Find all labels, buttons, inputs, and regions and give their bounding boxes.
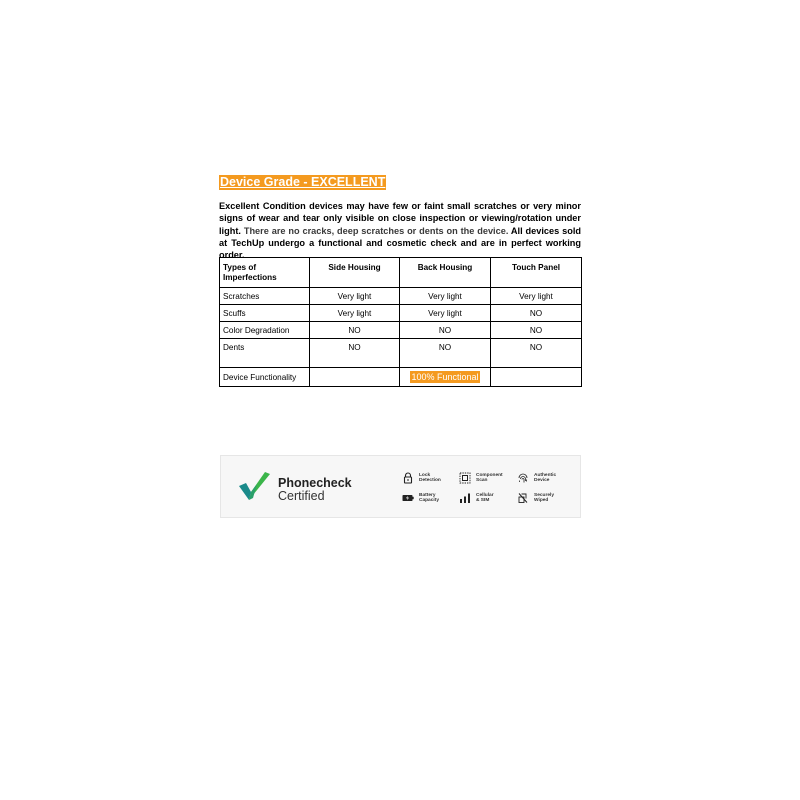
cell-empty (310, 368, 400, 387)
feature-label: Securely (534, 492, 555, 498)
fingerprint-icon (517, 472, 529, 484)
functionality-row (220, 368, 582, 387)
cell: Very light (310, 305, 400, 322)
header-touch-panel: Touch Panel (491, 258, 582, 288)
feature-label: Cellular (476, 492, 494, 498)
feature-label: Detection (419, 478, 441, 483)
feature-battery-capacity (402, 492, 447, 504)
feature-securely-wiped (517, 492, 562, 504)
table-row (220, 339, 582, 368)
feature-authentic-device (517, 472, 562, 484)
feature-label: Authentic (534, 472, 557, 478)
feature-lock-detection (402, 472, 447, 484)
phonecheck-name: Phonecheck (278, 476, 352, 490)
header-imperfection-type: Types of Imperfections (220, 258, 310, 288)
table-header-row (220, 258, 582, 288)
feature-cellular-sim (459, 492, 504, 504)
grade-description (219, 200, 581, 261)
functionality-label: Device Functionality (220, 368, 310, 387)
feature-component-scan (459, 472, 504, 484)
battery-icon (402, 492, 414, 504)
cell-empty (491, 368, 582, 387)
grade-title: Device Grade - EXCELLENT (220, 175, 386, 189)
table-row (220, 305, 582, 322)
cell: Very light (400, 305, 491, 322)
feature-label: Capacity (419, 498, 439, 503)
header-side-housing: Side Housing (310, 258, 400, 288)
description-part-2: There are no cracks, deep scratches or dents on the device. (243, 225, 509, 236)
feature-label: Lock (419, 472, 431, 478)
phonecheck-check-logo-icon (237, 470, 271, 502)
description-part-3: All devices sold at TechUp undergo a functional and cosmetic check and are in perfect working order. (219, 225, 581, 261)
feature-label: Scan (476, 478, 488, 483)
description-part-1: Excellent Condition devices may have few or faint small scratches or very minor signs of wear and tear only visible on close inspection or viewing/rotation under light. (219, 201, 581, 236)
cell (400, 368, 491, 387)
cell: NO (400, 322, 491, 339)
feature-label: & SIM (476, 498, 490, 503)
row-label: Scuffs (220, 305, 310, 322)
table-row (220, 322, 582, 339)
row-label: Dents (220, 339, 310, 368)
wipe-icon (517, 492, 529, 504)
feature-label: Device (534, 478, 550, 483)
row-label: Scratches (220, 288, 310, 305)
cell: NO (310, 322, 400, 339)
cell: Very light (400, 288, 491, 305)
signal-bars-icon (459, 492, 471, 504)
cell: Very light (491, 288, 582, 305)
cell: NO (400, 339, 491, 368)
lock-icon (402, 472, 414, 484)
functionality-badge: 100% Functional (411, 372, 479, 382)
feature-label: Battery (419, 492, 436, 498)
chip-icon (459, 472, 471, 484)
cell: NO (310, 339, 400, 368)
imperfections-table (219, 257, 582, 387)
phonecheck-certified-banner (220, 455, 581, 518)
cell: Very light (310, 288, 400, 305)
cell: NO (491, 339, 582, 368)
table-row (220, 288, 582, 305)
header-back-housing: Back Housing (400, 258, 491, 288)
cell: NO (491, 305, 582, 322)
feature-label: Wiped (534, 498, 549, 503)
phonecheck-sub: Certified (278, 489, 325, 503)
row-label: Color Degradation (220, 322, 310, 339)
cell: NO (491, 322, 582, 339)
feature-label: Component (476, 472, 503, 478)
